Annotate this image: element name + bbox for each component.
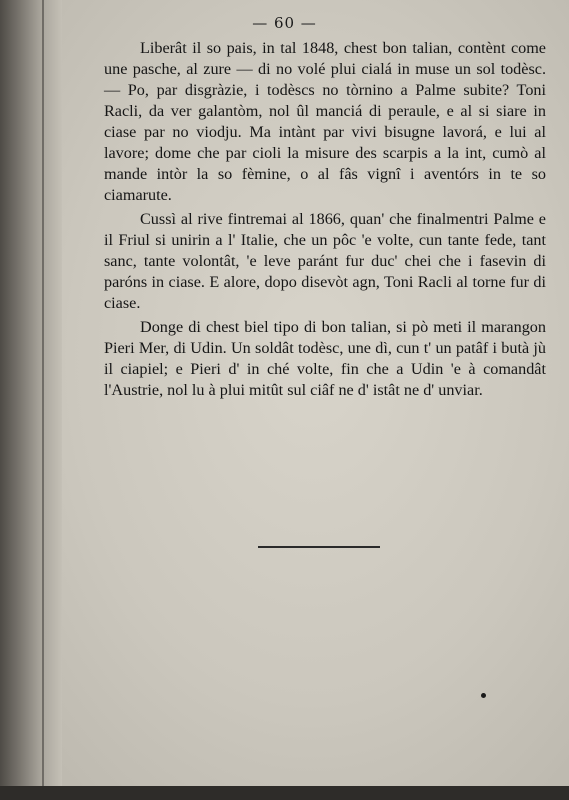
binding-edge <box>42 0 44 800</box>
paragraph-3: Donge di chest biel tipo di bon talian, si pò meti il marangon Pieri Mer, di Udin. Un soldât todèsc, une dì, cun t' un patâf i butà jù il ciapiel; e Pieri d' in ché volte, fin che a Udin 'e à comandât l'Austrie, nol lu à plui mitût sul ciâf ne d' istât ne d' unviar. <box>104 318 546 399</box>
body-text <box>104 38 546 404</box>
page-number: — 60 — <box>252 14 317 32</box>
ink-speck <box>481 693 486 698</box>
paragraph-1: Liberât il so pais, in tal 1848, chest bon talian, contènt come une pasche, al zure — di no volé plui cialá in muse un sol todèsc. — Po, par disgràzie, i todèscs no tòrnino a Palme subite? Toni Racli, da ver galantòm, nol ûl manciá di peraule, e al si siare in ciase par no viodju. Ma intànt par vivi bisugne lavorá, e lui al lavore; dome che par cioli la misure des scarpis a la int, cumò al mande intòr la so fèmine, o al fâs vignî i aventórs in te so ciamarute. <box>104 39 546 204</box>
paragraph-2: Cussì al rive fintremai al 1866, quan' che finalmentri Palme e il Friul si unirin a l' Italie, che un pôc 'e volte, cun tante fede, tant sanc, tante volontât, 'e leve paránt fur duc' chei che i fasevin di paróns in ciase. E alore, dopo disevòt agn, Toni Racli al torne fur di ciase. <box>104 210 546 312</box>
scan-border <box>0 786 569 800</box>
book-gutter <box>0 0 62 800</box>
section-divider <box>258 546 380 548</box>
